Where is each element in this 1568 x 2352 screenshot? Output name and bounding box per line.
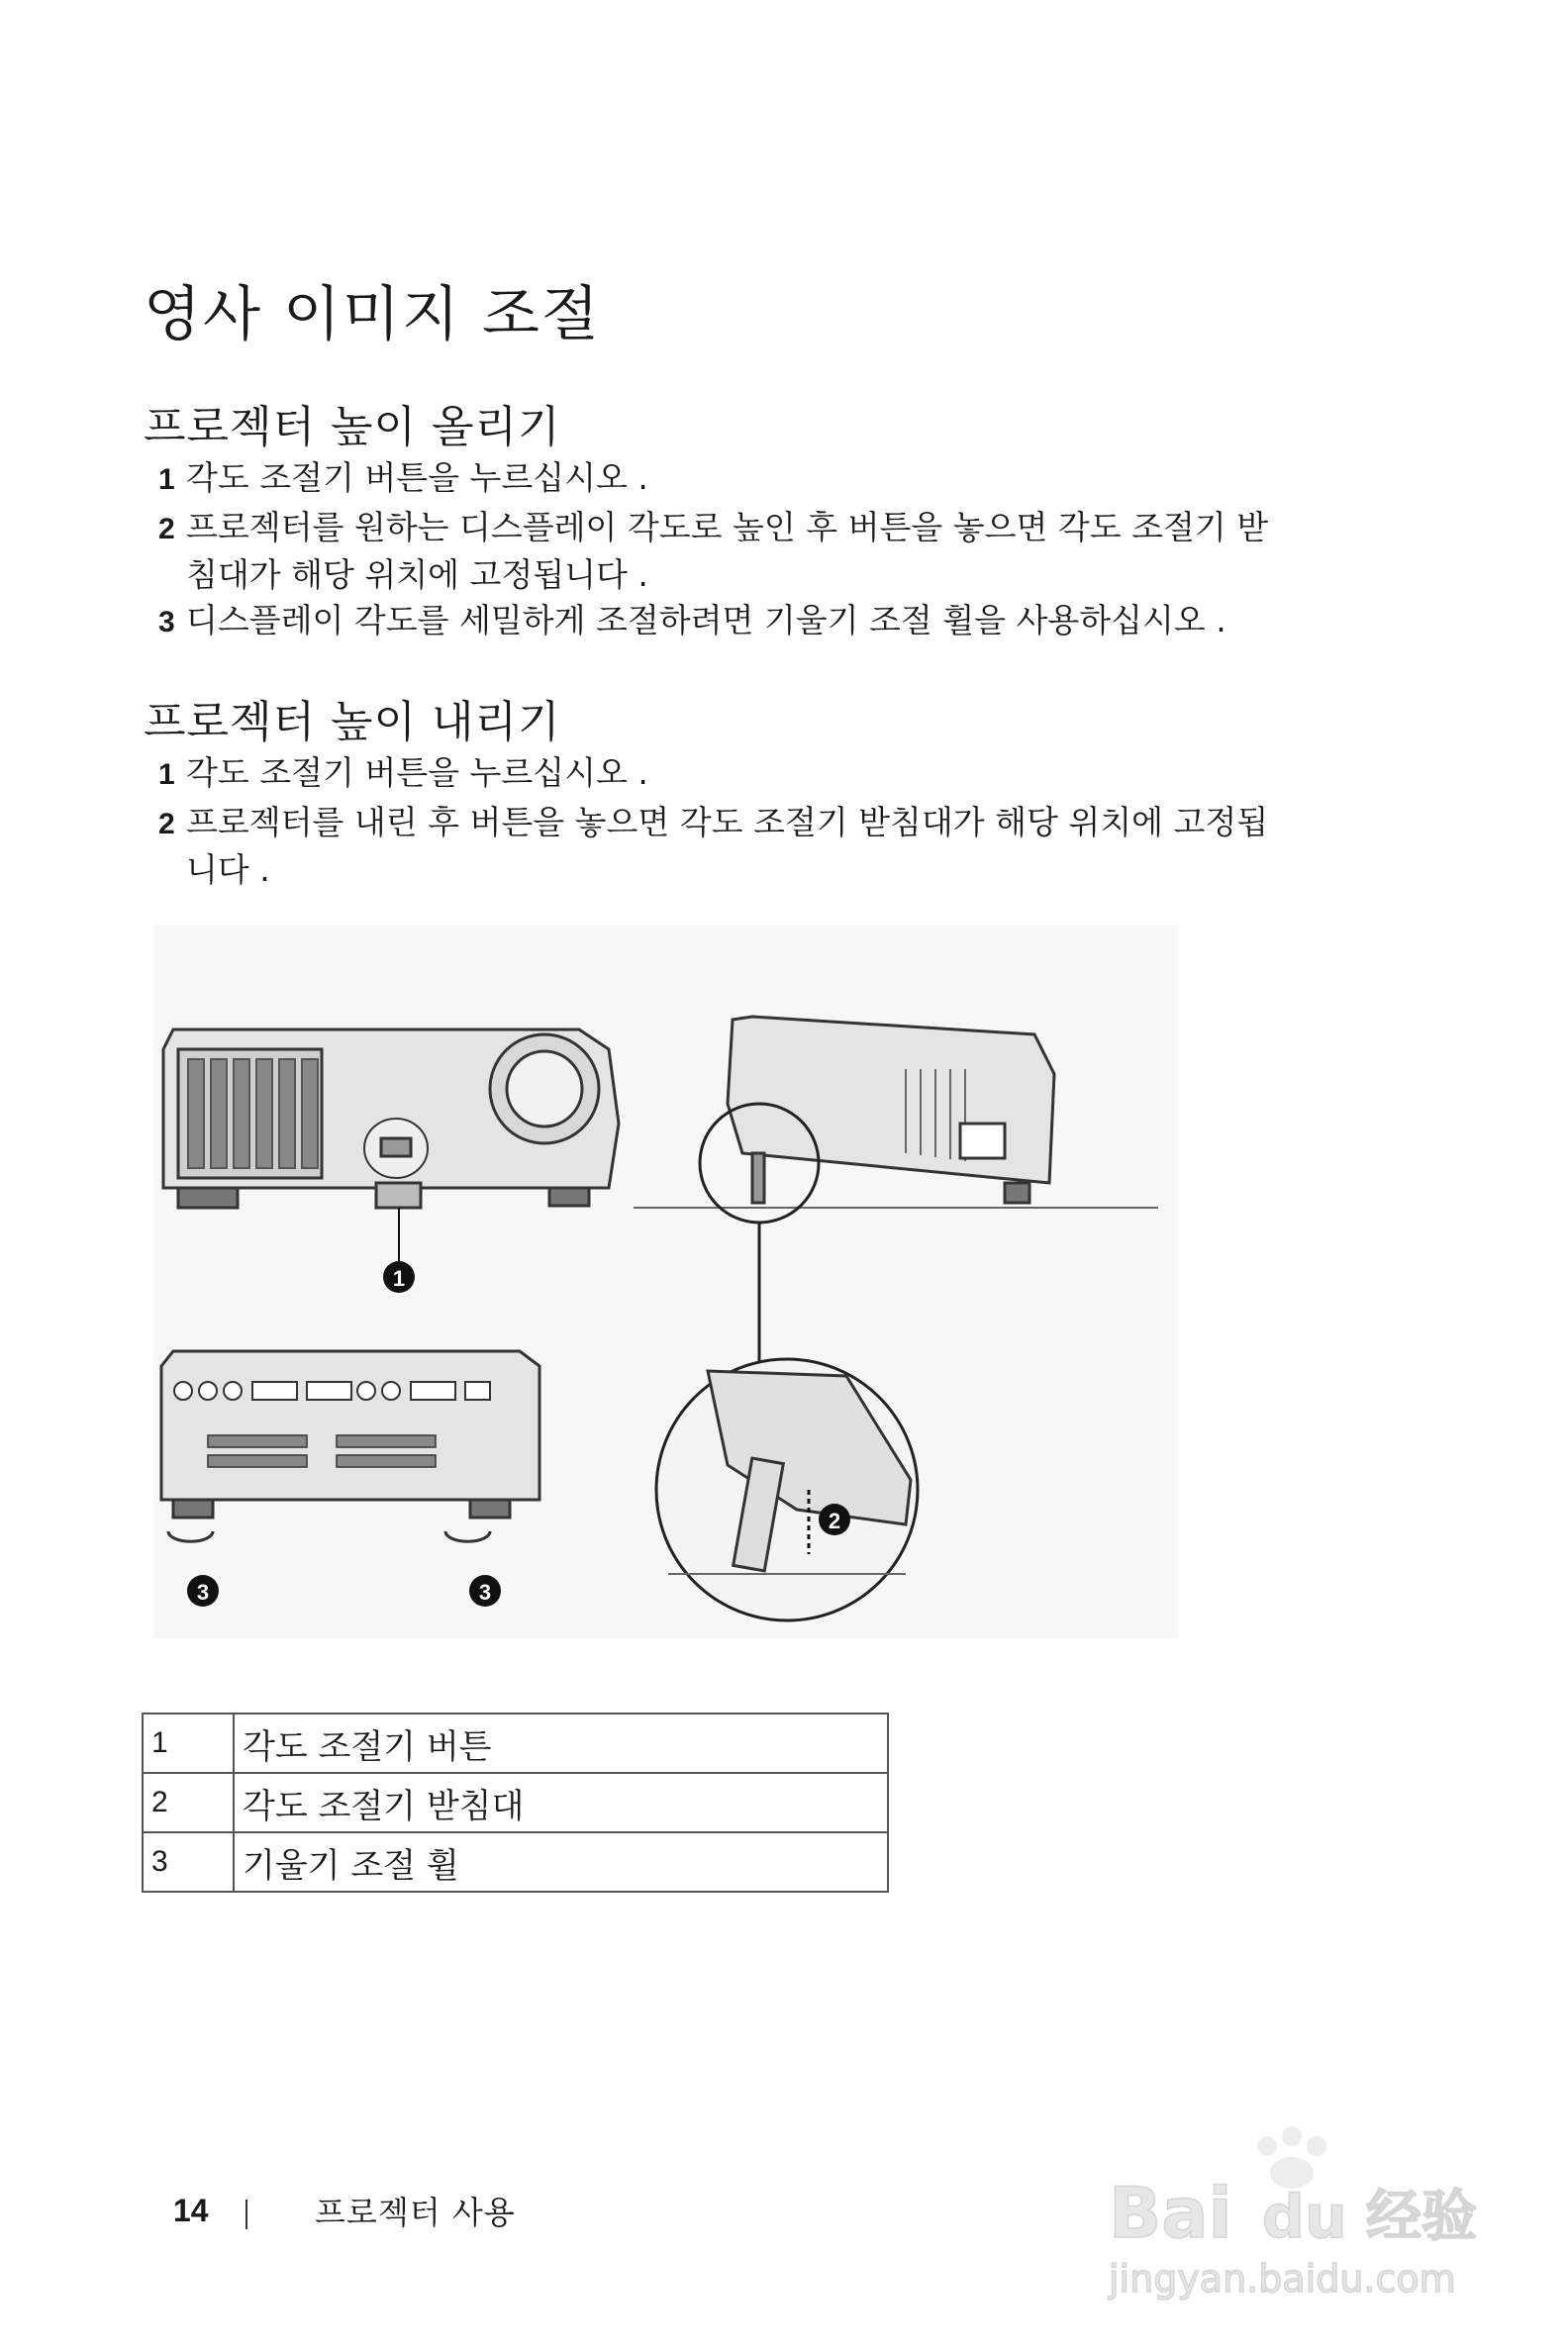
watermark-cn: 经验 xyxy=(1366,2185,1477,2249)
lower-step-1 xyxy=(158,750,1366,798)
callout-3-left-label: 3 xyxy=(196,1580,210,1605)
step-text-continued: 니다 . xyxy=(186,850,270,889)
legend-table xyxy=(142,1713,889,1893)
lower-step-2 xyxy=(158,800,1366,893)
legend-label: 각도 조절기 버튼 xyxy=(234,1714,888,1773)
callout-1-label: 1 xyxy=(392,1266,406,1291)
raise-step-1 xyxy=(158,455,1366,503)
detail-circle-large xyxy=(656,1359,918,1620)
page-title: 영사 이미지 조절 xyxy=(144,280,601,349)
footer-separator xyxy=(245,2200,247,2229)
legend-number: 3 xyxy=(143,1832,234,1892)
raise-heading: 프로젝터 높이 올리기 xyxy=(144,402,561,452)
table-row xyxy=(143,1714,888,1773)
lower-heading: 프로젝터 높이 내리기 xyxy=(144,697,561,747)
step-text: 각도 조절기 버튼을 누르십시오 . xyxy=(186,458,648,497)
legend-number: 1 xyxy=(143,1714,234,1773)
legend-label: 기울기 조절 휠 xyxy=(234,1832,888,1892)
paw-icon xyxy=(1257,2126,1326,2189)
step-text: 각도 조절기 버튼을 누르십시오 . xyxy=(186,753,648,792)
projector-illustration xyxy=(153,926,1178,1638)
projector-rear-view xyxy=(161,1351,539,1518)
raise-step-3 xyxy=(158,598,1366,645)
callout-2-label: 2 xyxy=(828,1509,841,1533)
step-number: 1 xyxy=(158,463,175,496)
raise-step-2 xyxy=(158,505,1366,598)
step-number: 2 xyxy=(158,808,175,840)
step-text-continued: 침대가 해당 위치에 고정됩니다 . xyxy=(186,555,648,594)
baidu-watermark xyxy=(1099,2108,1524,2306)
watermark-brand-left: Bai xyxy=(1109,2173,1232,2254)
step-number: 2 xyxy=(158,513,175,545)
table-row xyxy=(143,1832,888,1892)
watermark-url: jingyan.baidu.com xyxy=(1109,2257,1456,2301)
legend-label: 각도 조절기 받침대 xyxy=(234,1773,888,1832)
watermark-brand-right: du xyxy=(1262,2183,1347,2252)
step-number: 3 xyxy=(158,606,175,638)
page-number: 14 xyxy=(173,2193,209,2228)
step-text: 디스플레이 각도를 세밀하게 조절하려면 기울기 조절 휠을 사용하십시오 . xyxy=(186,601,1226,639)
callout-3-right-label: 3 xyxy=(478,1580,492,1605)
table-row xyxy=(143,1773,888,1832)
chapter-title: 프로젝터 사용 xyxy=(315,2194,516,2231)
step-text: 프로젝터를 원하는 디스플레이 각도로 높인 후 버튼을 놓으면 각도 조절기 받 xyxy=(186,508,1269,546)
step-text: 프로젝터를 내린 후 버튼을 놓으면 각도 조절기 받침대가 해당 위치에 고정됩 xyxy=(186,803,1269,841)
step-number: 1 xyxy=(158,758,175,791)
legend-number: 2 xyxy=(143,1773,234,1832)
